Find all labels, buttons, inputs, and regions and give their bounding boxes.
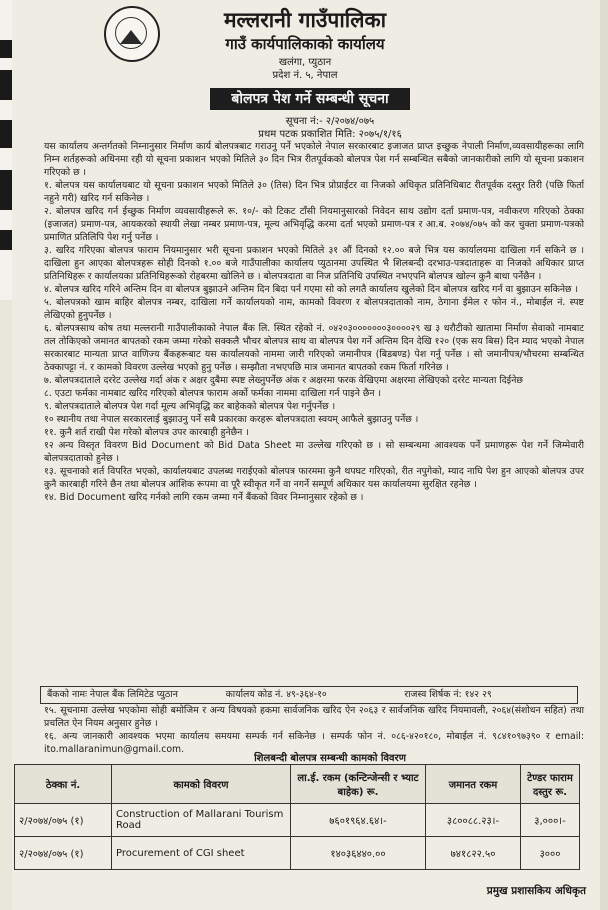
cell-estimate: ७६०१९६४.६४।- [291,804,426,837]
cell-fee: ३,०००।- [521,804,580,837]
clause: ७. बोलपत्रदाताले दररेट उल्लेख गर्दा अंक र अक्षर दुबैमा स्पष्ट लेख्नुपर्नेछ अंक र अक्षरमा फरक वेखिएमा अक्षरमा लेखिएको दररेट मान्यता दिईनेछ [44,375,523,386]
cell-estimate: १४०३६४४०.०० [291,837,426,870]
office-address [160,56,450,82]
clause: ११. कुनै शर्त राखी पेश गरेको बोलपत्र उपर कारबाही हुनेछैन । [44,427,249,438]
cell-description: Procurement of CGI sheet [112,837,291,870]
office-name: मल्लरानी गाउँपालिका [223,8,387,32]
clause: १० स्थानीय तथा नेपाल सरकारलाई बुझाउनु पर्ने सबै प्रकारका करहरू बोलपत्रदाता स्वयम् आफैले बुझाउनु पर्नेछ । [44,414,419,425]
clause: ९. बोलपत्रदाताले बोलपत्र पेश गर्दा मूल्य अभिवृद्धि कर बाहेकको बोलपत्र पेश गर्नुपर्नेछ । [44,401,336,412]
works-table [14,764,580,870]
cell-security: ७४१८२२.५० [426,837,521,870]
cell-description: Construction of Mallarani Tourism Road [112,804,291,837]
cell-contract-no: २/२०७४/०७५ (१) [15,837,112,870]
clause: ४. बोलपत्र खरिद गरिने अन्तिम दिन वा बोलपत्र बुझाउने अन्तिम दिन बिदा पर्न गएमा सो को लगतै कार्यालय खुलेको दिन बोलपत्र खरिद गर्न वा बुझाउन सकिनेछ । [44,284,579,295]
col-description: कामको विवरण [112,765,291,804]
works-table-title: शिलबन्दी बोलपत्र सम्बन्धी कामको विवरण [254,753,406,764]
clause: ५. बोलपत्रको खाम बाहिर बोलपत्र नम्बर, दाखिला गर्ने कार्यालयको नाम, कामको विवरण र बोलपत्रदाताको नाम, ठेगाना ईमेल र फोन नं., मोबाईल नं. स्पष्ट लेखिएको हुनुपर्नेछ । [44,297,584,321]
bank-details-box [40,686,578,704]
address-line-1: खलंगा, प्युठान [278,57,332,68]
table-row [15,804,580,837]
table-header-row [15,765,580,804]
clause: १. बोलपत्र यस कार्यालयबाट यो सूचना प्रकाशन भएको मितिले ३० (तिस) दिन भित्र प्रोप्राईटर वा निजको अधिकृत प्रतिनिधिबाट रीतपूर्वक दस्तुर तिरी (पछि फिर्ता नहुने गरी) खरिद गर्न सकिनेछ । [44,180,584,204]
clause: १५. सूचनामा उल्लेख भएकोमा सोही बमोजिम र अन्य विषयको हकमा सार्वजनिक खरिद ऐन २०६३ र सार्वजनिक खरिद नियमावली, २०६४(संशोधन सहित) तथा प्रचलित ऐन नियम अनुसार हुनेछ । [44,705,584,729]
office-subtitle: गाउँ कार्यपालिकाको कार्यालय [225,35,385,53]
publish-date: प्रथम पटक प्रकाशित मिति: २०७५/१/१६ [258,129,402,140]
clause: ६. बोलपत्रसाथ कोष तथा मल्लरानी गाउँपालीकाको नेपाल बैंक लि. स्थित रहेको नं. ०४२०३०००००००३००००२९ ख ३ धरौटीको खातामा निर्माण सेवाको नामबाट तल तोकिएको जमानत बापतको रकम जम्मा गरेको सक्कलै भौचर बोलपत्र साथ वा बोलपत्र पेश गर्ने अन्तिम दिन देखि १२० (एक सय बिस) दिन म्याद भएको नेपाल सरकारबाट मान्यता प्राप्त वाणिज्य बैंकहरूबाट यस कार्यालयको नाममा जारी गरिएको जमानीपत्र (बिडबण्ड) पेश गर्नु पर्नेछ । सो जमानीपत्र/भौचरमा सम्बन्धित ठेक्कापट्टा नं. र कामको विवरण उल्लेख भएको हुनु पर्नेछ । सम्झौता नभएपछि मात्र जमानत बापतको रकम फिर्ता गरिनेछ । [44,323,584,373]
intro-paragraph: यस कार्यालय अन्तर्गतको निम्नानुसार निर्माण कार्य बोलपत्रबाट गराउनु पर्ने भएकोले नेपाल सरकारबाट इजाजत प्राप्त इच्छुक नेपाली निर्माण,व्यवसायीहरूका लागि निम्न शर्तहरूको अधिनमा रही यो सूचना प्रकाशन भएको मितिले ३० दिन भित्र रीतपूर्वकको बोलपत्र पेश गर्न सम्बन्धित सबैको जानकारीको लागि यो सूचना प्रकाशन गरिएको छ । [44,141,584,178]
adjacent-page-strip [0,0,12,300]
bank-name: बैंकको नामः नेपाल बैंक लिमिटेड प्युठान [47,689,178,700]
col-security: जमानत रकम [426,765,521,804]
clause: १३. सूचनाको शर्त विपरित भएको, कार्यालयबाट उपलब्ध गराईएको बोलपत्र फारममा कुनै थपघट गरिएको, रीत नपुगेको, म्याद नाघि पेश हुन आएको बोलपत्र उपर कुनै कारबाही गरिने छैन तथा बोलपत्र आंशिक रूपमा वा पूरै स्वीकृत गर्ने वा नगर्ने सम्पूर्ण अधिकार यस कार्यालयमा सुरक्षित रहनेछ । [44,466,584,490]
table-row [15,837,580,870]
cell-fee: ३००० [521,837,580,870]
col-fee: टेण्डर फाराम दस्तुर रू. [521,765,580,804]
notice-body-continued [44,704,584,756]
clause: ३. खरिद गरिएका बोलपत्र फाराम नियमानुसार भरी सूचना प्रकाशन भएको मितिले ३१ औं दिनको १२.०० बजे भित्र यस कार्यालयमा दाखिला गर्न सकिने छ । दाखिला हुन आएका बोलपत्रहरू सोही दिनको १.०० बजे गाउँपालीका कार्यालय प्युठानमा उपस्थित भै शिलबन्दी दरभाउ-पत्रदाताहरू वा निजको अधिकार प्राप्त प्रतिनिधिहरू र कार्यालयका प्रतिनिधिहरूको रोहबरमा खोलिने छ । बोलपत्रदाता वा निज प्रतिनिधि उपस्थित नभएपनि बोलपत्र खोल्न कुनै बाधा पर्नेछैन । [44,245,584,282]
notice-title: बोलपत्र पेश गर्ने सम्बन्धी सूचना [210,88,410,110]
government-emblem-icon [104,6,160,62]
notice-body [44,140,584,504]
clause: १६. अन्य जानकारी आवश्यक भएमा कार्यालय समयमा सम्पर्क गर्न सकिनेछ । सम्पर्क फोन नं. ०८६-४२०१८०, मोबाईल नं. ९८४१०९७३९० र email: ito.mallaranimun@gmail.com. [44,731,584,755]
notice-number: सूचना नं:- २/२०७४/०७५ [285,116,375,127]
clause: १२ अन्य विस्तृत विवरण Bid Document को Bid Data Sheet मा उल्लेख गरिएको छ । सो सम्बन्धमा आवश्यक पर्ने प्रमाणहरू पेश गर्ने जिम्मेवारी बोलपत्रदाताको हुनेछ । [44,440,584,464]
cell-contract-no: २/२०७४/०७५ (१) [15,804,112,837]
col-contract-no: ठेक्का नं. [15,765,112,804]
cell-security: ३८००८८.२३।- [426,804,521,837]
col-estimate: ला.ई. रकम (कन्टिन्जेन्सी र भ्याट बाहेक) रू. [291,765,426,804]
address-line-2: प्रदेश नं. ५, नेपाल [272,70,338,81]
clause: ८. एउटा फर्मका नामबाट खरिद गरिएको बोलपत्र फाराम अर्को फर्मका नाममा दाखिला गर्न पाइने छैन । [44,388,382,399]
office-code: कार्यालय कोड नं. ४९-३६४-१० [225,689,327,700]
clause: २. बोलपत्र खरिद गर्न ईच्छुक निर्माण व्यवसायीहरूले रू. १०/- को टिकट टाँसी नियमानुसारको निवेदन साथ उद्योग दर्ता प्रमाण-पत्र, नवीकरण गरिएको ठेक्का (इजाजत) प्रमाण-पत्र, आयकरको स्थायी लेखा नम्बर प्रमाण-पत्र, मूल्य अभिवृद्धि करमा दर्ता भएको प्रमाण-पत्र र आ.ब. २०७४/०७५ को कर चुक्ता प्रमाण-पत्रको प्रमाणित प्रतिलिपि पेश गर्नु पर्नेछ । [44,206,584,243]
clause: १४. Bid Document खरिद गर्नको लागि रकम जम्मा गर्ने बैंकको विवर निम्नानुसार रहेको छ । [44,492,364,503]
revenue-head: राजस्व शिर्षक नं: १४२ २९ [404,689,492,700]
signatory-title: प्रमुख प्रशासकिय अधिकृत [486,885,586,897]
